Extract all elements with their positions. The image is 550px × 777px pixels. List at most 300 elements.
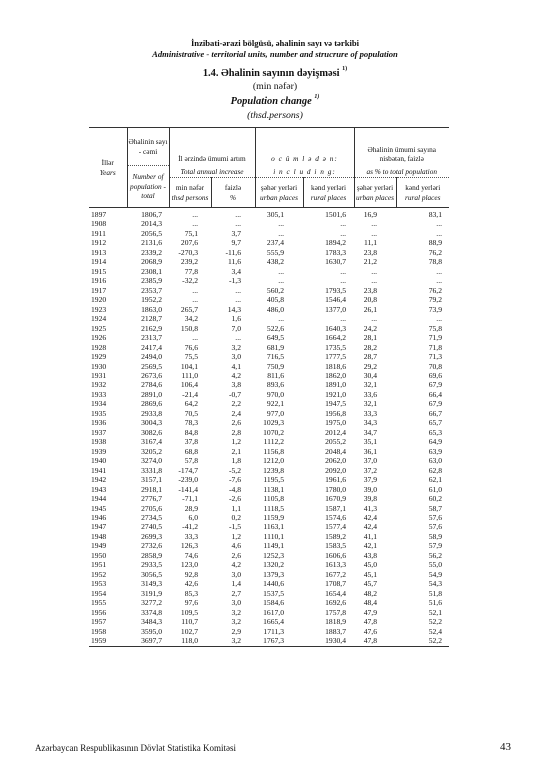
- table-cell: 1617,0: [263, 607, 284, 617]
- table-cell: 207,6: [180, 238, 198, 248]
- table-cell: 3056,5: [141, 569, 162, 579]
- table-cell: 1938: [91, 437, 107, 447]
- table-cell: ...: [235, 285, 241, 295]
- table-cell: 1948: [91, 531, 107, 541]
- table-cell: 1070,2: [263, 427, 284, 437]
- table-cell: 1959: [89, 636, 127, 646]
- table-cell: 4,1: [231, 361, 241, 371]
- col-header-years-en: Years: [99, 167, 116, 177]
- table-cell: 65,7: [428, 418, 442, 428]
- col-header-urban-en: urban places: [260, 192, 298, 202]
- col-header-urban: [255, 178, 303, 208]
- table-cell: 71,9: [428, 333, 442, 343]
- table-title-az: [0, 68, 550, 79]
- table-cell: 26,1: [363, 304, 377, 314]
- table-cell: 1577,4: [325, 522, 346, 532]
- table-cell: 1928: [91, 342, 107, 352]
- table-cell: 1916: [91, 276, 107, 286]
- table-cell: 42,4: [363, 522, 377, 532]
- table-cell: 110,7: [181, 617, 198, 627]
- table-cell: -1,3: [228, 276, 241, 286]
- table-cell: 51,6: [428, 598, 442, 608]
- table-cell: -11,6: [225, 247, 241, 257]
- table-cell: 62,1: [428, 475, 442, 485]
- table-cell: ...: [192, 333, 198, 343]
- table-cell: 2128,7: [141, 314, 162, 324]
- table-cell: 2740,5: [141, 522, 162, 532]
- table-cell: 1897: [91, 210, 107, 219]
- table-cell: 1320,2: [263, 560, 284, 570]
- table-cell: 75,5: [184, 352, 198, 362]
- table-cell: 1587,1: [325, 503, 346, 513]
- table-cell: 20,8: [363, 295, 377, 305]
- table-row: [89, 314, 449, 323]
- table-cell: ...: [192, 295, 198, 305]
- table-cell: ...: [340, 266, 346, 276]
- table-cell: 3205,2: [141, 446, 162, 456]
- table-cell: 45,7: [363, 579, 377, 589]
- table-cell: -1,5: [228, 522, 241, 532]
- table-cell: -0,7: [228, 389, 241, 399]
- table-cell: 6,0: [188, 513, 198, 522]
- table-cell: 3167,4: [141, 437, 162, 447]
- table-cell: 11,6: [227, 257, 241, 267]
- table-cell: 104,1: [180, 361, 198, 371]
- table-cell: 2858,9: [141, 550, 162, 560]
- table-cell: ...: [340, 276, 346, 286]
- table-cell: 1921,0: [325, 389, 346, 399]
- table-cell: 3,0: [231, 569, 241, 579]
- table-cell: 70,8: [428, 361, 442, 371]
- table-cell: 1975,0: [325, 418, 346, 428]
- col-header-rural-az: kənd yerləri: [310, 183, 347, 192]
- table-cell: 36,1: [363, 446, 377, 456]
- table-cell: 1950: [91, 550, 107, 560]
- table-cell: 76,2: [428, 247, 442, 257]
- table-cell: 1377,0: [325, 304, 346, 314]
- table-cell: 67,9: [428, 399, 442, 409]
- table-cell: -21,4: [182, 389, 198, 399]
- table-cell: 32,1: [363, 380, 377, 390]
- table-cell: 33,3: [363, 408, 377, 418]
- table-cell: 84,8: [184, 427, 198, 437]
- table-cell: 37,2: [363, 465, 377, 475]
- table-cell: 76,6: [184, 342, 198, 352]
- table-cell: 970,0: [266, 389, 284, 399]
- table-cell: 1930: [91, 361, 107, 371]
- table-cell: ...: [371, 219, 377, 229]
- table-cell: 28,1: [363, 333, 377, 343]
- table-cell: 92,8: [184, 569, 198, 579]
- table-cell: 1156,8: [263, 446, 284, 456]
- table-cell: 1640,3: [325, 323, 346, 333]
- table-cell: 1793,5: [325, 285, 346, 295]
- table-cell: 69,6: [428, 370, 442, 380]
- table-cell: 23,8: [363, 285, 377, 295]
- table-cell: 111,0: [181, 370, 198, 380]
- table-cell: 78,3: [184, 418, 198, 428]
- table-cell: 11,1: [363, 238, 377, 248]
- table-cell: 1780,0: [325, 484, 346, 494]
- col-header-share-urban: [354, 178, 396, 208]
- table-cell: 1920: [91, 295, 107, 305]
- table-cell: 42,1: [363, 541, 377, 551]
- col-header-years: [89, 128, 127, 208]
- table-cell: 649,5: [266, 333, 284, 343]
- table-cell: 2,9: [231, 626, 241, 636]
- table-cell: 21,2: [363, 257, 377, 267]
- table-cell: 102,7: [180, 626, 198, 636]
- table-cell: 42,4: [363, 513, 377, 522]
- table-cell: 2131,6: [141, 238, 162, 248]
- table-cell: 1767,3: [255, 636, 303, 646]
- col-header-share-az: Əhalinin ümumi sayına nisbətən, faizlə: [367, 144, 436, 163]
- table-cell: 1584,6: [263, 598, 284, 608]
- table-row: [89, 636, 449, 646]
- table-row: [89, 305, 449, 314]
- table-row: [89, 295, 449, 304]
- unit-az: (min nəfər): [252, 81, 298, 92]
- table-cell: 2339,2: [141, 247, 162, 257]
- table-cell: 106,4: [180, 380, 198, 390]
- table-cell: 1677,2: [325, 569, 346, 579]
- table-cell: 522,6: [266, 323, 284, 333]
- table-row: [89, 380, 449, 389]
- table-cell: 1112,2: [263, 437, 284, 447]
- table-cell: 2,8: [231, 427, 241, 437]
- table-cell: 1818,9: [325, 617, 346, 627]
- table-cell: 16,9: [363, 210, 377, 219]
- col-header-increase-pct-az: faizlə: [224, 183, 242, 192]
- table-cell: 57,6: [428, 513, 442, 522]
- table-cell: 1777,5: [325, 352, 346, 362]
- table-cell: 57,8: [184, 456, 198, 466]
- table-cell: 1546,4: [325, 295, 346, 305]
- table-cell: 63,0: [428, 456, 442, 466]
- table-cell: 1806,7: [141, 210, 162, 219]
- table-cell: 2,7: [231, 588, 241, 598]
- table-row: [89, 447, 449, 456]
- table-cell: 1654,4: [325, 588, 346, 598]
- table-row: [89, 475, 449, 484]
- table-cell: 7,0: [231, 323, 241, 333]
- table-cell: 1936: [91, 418, 107, 428]
- table-cell: 28,9: [184, 503, 198, 513]
- table-cell: 1883,7: [325, 626, 346, 636]
- table-cell: 3274,0: [141, 456, 162, 466]
- col-header-increase-az: İl ərzində ümumi artım: [178, 154, 246, 163]
- table-cell: 2385,9: [141, 276, 162, 286]
- table-cell: 41,1: [363, 531, 377, 541]
- table-row: [89, 608, 449, 617]
- table-cell: 1915: [91, 266, 107, 276]
- table-cell: 64,2: [184, 399, 198, 409]
- table-row: [89, 276, 449, 285]
- table-cell: 39,8: [363, 494, 377, 504]
- table-cell: 405,8: [266, 295, 284, 305]
- table-cell: 2092,0: [325, 465, 346, 475]
- table-cell: 1929: [91, 352, 107, 362]
- table-cell: 811,6: [267, 370, 284, 380]
- table-cell: 1664,2: [325, 333, 346, 343]
- table-cell: 1574,6: [325, 513, 346, 522]
- table-row: [89, 437, 449, 446]
- table-cell: 2776,7: [141, 494, 162, 504]
- table-cell: ...: [371, 228, 377, 238]
- table-cell: 71,3: [428, 352, 442, 362]
- table-cell: 57,6: [428, 522, 442, 532]
- table-cell: 2869,6: [141, 399, 162, 409]
- table-cell: -270,3: [178, 247, 198, 257]
- table-row: [89, 532, 449, 541]
- table-cell: 3,2: [211, 636, 255, 646]
- table-cell: 2014,3: [141, 219, 162, 229]
- table-row: [89, 551, 449, 560]
- table-title-en-text: Population change: [230, 96, 312, 107]
- table-cell: 30,4: [363, 370, 377, 380]
- table-cell: 1912: [91, 238, 107, 248]
- table-row: [89, 466, 449, 475]
- table-cell: 1954: [91, 588, 107, 598]
- col-header-share-en: as % to total population: [354, 166, 449, 178]
- table-cell: ...: [192, 210, 198, 219]
- table-row: [89, 589, 449, 598]
- table-cell: 37,9: [363, 475, 377, 485]
- table-cell: 9,7: [231, 238, 241, 248]
- col-header-including-az: o c ü m l ə d ə n:: [271, 154, 338, 163]
- table-cell: 1149,1: [263, 541, 284, 551]
- table-cell: 118,0: [169, 636, 211, 646]
- table-cell: 1735,5: [325, 342, 346, 352]
- table-cell: 2162,9: [141, 323, 162, 333]
- table-cell: 2,6: [231, 550, 241, 560]
- table-cell: 1195,5: [263, 475, 284, 485]
- table-cell: 75,1: [184, 228, 198, 238]
- table-cell: 1931: [91, 370, 107, 380]
- table-cell: 922,1: [266, 399, 284, 409]
- table-cell: 54,3: [428, 579, 442, 589]
- table-cell: ...: [436, 219, 442, 229]
- table-cell: 1911: [91, 228, 106, 238]
- table-cell: ...: [278, 314, 284, 324]
- table-cell: 52,1: [428, 607, 442, 617]
- table-cell: 2734,5: [141, 513, 162, 522]
- unit-en: (thsd.persons): [247, 110, 303, 121]
- table-cell: 78,8: [428, 257, 442, 267]
- table-cell: 1952,2: [141, 295, 162, 305]
- table-cell: 1956: [91, 607, 107, 617]
- table-row: [89, 371, 449, 380]
- table-row: [89, 522, 449, 531]
- table-cell: ...: [371, 314, 377, 324]
- table-cell: -239,0: [178, 475, 198, 485]
- table-cell: ...: [371, 266, 377, 276]
- table-cell: 1138,1: [263, 484, 284, 494]
- table-cell: 1917: [91, 285, 107, 295]
- table-cell: 1933: [91, 389, 107, 399]
- table-cell: 1,6: [231, 314, 241, 324]
- table-cell: 42,6: [184, 579, 198, 589]
- table-cell: 1583,5: [325, 541, 346, 551]
- footer-organization: Azərbaycan Respublikasının Dövlət Statistika Komitəsi: [35, 743, 236, 753]
- col-header-increase-abs: [169, 178, 211, 208]
- table-cell: 3,2: [231, 607, 241, 617]
- table-cell: 305,1: [266, 210, 284, 219]
- table-cell: 34,3: [363, 418, 377, 428]
- table-cell: 1955: [91, 598, 107, 608]
- table-cell: 34,7: [363, 427, 377, 437]
- table-cell: 1239,8: [263, 465, 284, 475]
- table-cell: 54,9: [428, 569, 442, 579]
- table-cell: 88,9: [428, 238, 442, 248]
- table-cell: 1606,6: [325, 550, 346, 560]
- table-cell: 4,2: [231, 560, 241, 570]
- table-cell: 37,0: [363, 456, 377, 466]
- table-cell: 52,4: [428, 626, 442, 636]
- table-cell: 1952: [91, 569, 107, 579]
- table-cell: 1440,6: [263, 579, 284, 589]
- table-cell: 1956,8: [325, 408, 346, 418]
- table-row: [89, 409, 449, 418]
- col-header-increase: [169, 128, 255, 166]
- table-cell: 1913: [91, 247, 107, 257]
- table-cell: 3,0: [231, 598, 241, 608]
- table-cell: 681,9: [266, 342, 284, 352]
- table-row: [89, 418, 449, 427]
- col-header-rural: [303, 178, 354, 208]
- table-cell: 1953: [91, 579, 107, 589]
- table-cell: 1863,0: [141, 304, 162, 314]
- table-row: [89, 238, 449, 247]
- table-cell: 1944: [91, 494, 107, 504]
- table-cell: 2699,3: [141, 531, 162, 541]
- table-cell: -32,2: [182, 276, 198, 286]
- table-cell: 1589,2: [325, 531, 346, 541]
- table-cell: 64,9: [428, 437, 442, 447]
- table-cell: 1665,4: [263, 617, 284, 627]
- section-header-az: İnzibati-ərazi bölgüsü, əhalinin sayı və tərkibi: [190, 38, 360, 48]
- table-row: [89, 456, 449, 465]
- table-cell: ...: [235, 333, 241, 343]
- table-cell: 1894,2: [325, 238, 346, 248]
- col-header-urban-az: şəhər yerləri: [260, 183, 298, 192]
- table-cell: 2705,6: [141, 503, 162, 513]
- table-cell: 1946: [91, 513, 107, 522]
- page-number: 43: [500, 741, 511, 753]
- table-cell: 4,2: [231, 370, 241, 380]
- table-cell: 48,2: [363, 588, 377, 598]
- col-header-share-rural: [396, 178, 449, 208]
- table-cell: -2,6: [228, 494, 241, 504]
- table-title-az-text: 1.4. Əhalinin sayının dəyişməsi: [202, 68, 340, 79]
- table-cell: 75,8: [428, 323, 442, 333]
- table-cell: ...: [278, 266, 284, 276]
- table-row: [89, 362, 449, 371]
- table-cell: 2918,1: [141, 484, 162, 494]
- table-cell: 2891,0: [141, 389, 162, 399]
- table-cell: 3,2: [231, 342, 241, 352]
- table-cell: 1630,7: [325, 257, 346, 267]
- table-cell: 51,8: [428, 588, 442, 598]
- table-cell: 3157,1: [141, 475, 162, 485]
- table-row: [89, 541, 449, 550]
- table-cell: 1940: [91, 456, 107, 466]
- table-cell: 1163,1: [263, 522, 284, 532]
- table-cell: 1942: [91, 475, 107, 485]
- table-cell: 61,0: [428, 484, 442, 494]
- table-cell: 52,2: [428, 617, 442, 627]
- table-row: [89, 219, 449, 228]
- table-cell: 57,9: [428, 541, 442, 551]
- table-cell: 1914: [91, 257, 107, 267]
- table-cell: 1110,1: [263, 531, 284, 541]
- table-cell: 1757,8: [325, 607, 346, 617]
- table-row: [89, 570, 449, 579]
- table-cell: 97,6: [184, 598, 198, 608]
- table-row: [89, 229, 449, 238]
- table-cell: 28,2: [363, 342, 377, 352]
- table-cell: 1947: [91, 522, 107, 532]
- table-cell: 3277,2: [141, 598, 162, 608]
- footnote-marker: 1): [342, 66, 348, 72]
- table-cell: 2056,5: [141, 228, 162, 238]
- table-cell: 1891,0: [325, 380, 346, 390]
- table-cell: 716,5: [266, 352, 284, 362]
- table-cell: 32,1: [363, 399, 377, 409]
- table-cell: 55,0: [428, 560, 442, 570]
- table-cell: 1941: [91, 465, 107, 475]
- table-cell: 2,4: [231, 408, 241, 418]
- table-cell: ...: [340, 314, 346, 324]
- table-cell: 60,2: [428, 494, 442, 504]
- col-header-increase-abs-en: thsd persons: [171, 192, 209, 202]
- table-cell: 3,8: [231, 380, 241, 390]
- table-cell: 73,9: [428, 304, 442, 314]
- table-cell: 67,9: [428, 380, 442, 390]
- col-header-share-urban-en: urban places: [356, 192, 394, 202]
- table-cell: 14,3: [227, 304, 241, 314]
- footnote-marker: 1): [314, 94, 320, 100]
- table-cell: 265,7: [180, 304, 198, 314]
- table-cell: 1711,3: [263, 626, 284, 636]
- table-cell: 77,8: [184, 266, 198, 276]
- section-header-en: Administrative - territorial units, number and strucrure of population: [152, 49, 398, 59]
- table-cell: 750,9: [266, 361, 284, 371]
- table-cell: 1926: [91, 333, 107, 343]
- table-cell: 3191,9: [141, 588, 162, 598]
- table-row: [89, 504, 449, 513]
- table-cell: 1029,3: [263, 418, 284, 428]
- table-cell: 239,2: [180, 257, 198, 267]
- table-cell: -4,8: [228, 484, 241, 494]
- table-cell: 150,8: [180, 323, 198, 333]
- table-cell: 48,4: [363, 598, 377, 608]
- table-cell: 45,0: [363, 560, 377, 570]
- col-header-increase-en: Total annual increase: [169, 166, 255, 178]
- table-cell: 3374,8: [141, 607, 162, 617]
- table-cell: 1783,3: [325, 247, 346, 257]
- table-cell: 2055,2: [325, 437, 346, 447]
- table-cell: 3697,7: [127, 636, 169, 646]
- table-cell: 1951: [91, 560, 107, 570]
- table-cell: 1670,9: [325, 494, 346, 504]
- table-cell: ...: [192, 219, 198, 229]
- table-row: [89, 324, 449, 333]
- table-title-en: [0, 96, 550, 107]
- table-cell: 1,4: [231, 579, 241, 589]
- table-cell: 1,8: [231, 456, 241, 466]
- table-cell: 1934: [91, 399, 107, 409]
